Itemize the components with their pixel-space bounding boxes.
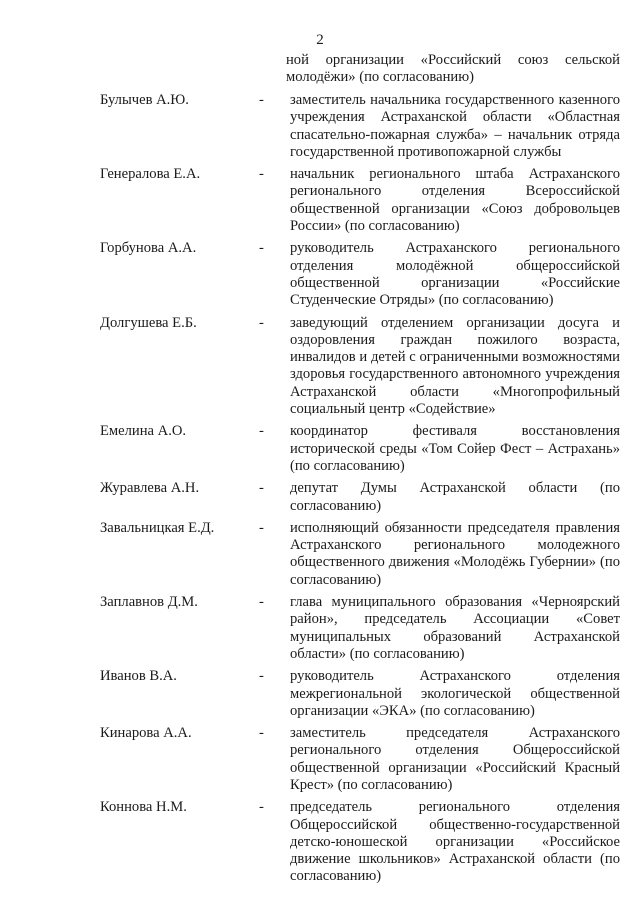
list-item	[100, 668, 620, 720]
member-role: руководитель Астраханского отделения межрегиональной экологической общественной организации «ЭКА» (по согласованию)	[290, 668, 620, 719]
member-role: заведующий отделением организации досуга и оздоровления граждан пожилого возраста, инвалидов и детей с ограниченными возможностями здоровья государственного автономного учреждения Астраханской области «Многопрофильный социальный центр «Содействие»	[290, 314, 620, 418]
list-item	[100, 166, 620, 235]
dash-separator: -	[259, 166, 264, 183]
member-name: Долгушева Е.Б.	[100, 314, 197, 331]
dash-separator: -	[259, 314, 264, 331]
member-name: Коннова Н.М.	[100, 799, 187, 816]
member-role: глава муниципального образования «Черноярский район», председатель Ассоциации «Совет муниципальных образований Астраханской области» (по согласованию)	[290, 594, 620, 662]
member-name: Иванов В.А.	[100, 668, 177, 685]
member-name: Кинарова А.А.	[100, 725, 192, 742]
member-role: начальник регионального штаба Астраханского регионального отделения Всероссийской общественной организации «Союз добровольцев России» (по согласованию)	[290, 166, 620, 235]
dash-separator: -	[259, 799, 264, 816]
list-item	[100, 520, 620, 589]
member-name: Завальницкая Е.Д.	[100, 519, 215, 536]
member-name: Генералова Е.А.	[100, 166, 201, 183]
member-name: Булычев А.Ю.	[100, 92, 189, 108]
member-role: заместитель председателя Астраханского регионального отделения Общероссийской общественной организации «Российский Красный Крест» (по согласованию)	[290, 725, 620, 793]
member-list	[100, 92, 620, 891]
list-item	[100, 423, 620, 475]
dash-separator: -	[259, 480, 264, 497]
member-role: координатор фестиваля восстановления исторической среды «Том Сойер Фест – Астрахань» (по согласованию)	[290, 423, 620, 474]
member-role: председатель регионального отделения Общероссийской общественно-государственной детско-юношеской организации «Российское движение школьников» Астраханской области (по согласованию)	[290, 799, 620, 885]
member-role: руководитель Астраханского регионального отделения молодёжной общероссийской общественной организации «Российские Студенческие Отряды» (по согласованию)	[290, 240, 620, 309]
dash-separator: -	[259, 519, 264, 536]
member-name: Журавлева А.Н.	[100, 480, 200, 497]
dash-separator: -	[259, 594, 264, 611]
member-role: исполняющий обязанности председателя правления Астраханского регионального молодежного общественного движения «Молодёжь Губернии» (по согласованию)	[290, 519, 620, 588]
dash-separator: -	[259, 725, 264, 742]
continuation-text: ной организации «Российский союз сельской молодёжи» (по согласованию)	[286, 52, 620, 86]
list-item	[100, 92, 620, 161]
list-item	[100, 240, 620, 309]
dash-separator: -	[259, 668, 264, 685]
member-role: депутат Думы Астраханской области (по согласованию)	[290, 480, 620, 514]
page-number: 2	[316, 32, 324, 48]
member-name: Заплавнов Д.М.	[100, 594, 198, 611]
list-item	[100, 480, 620, 515]
member-name: Горбунова А.А.	[100, 240, 197, 257]
dash-separator: -	[259, 240, 264, 257]
list-item	[100, 315, 620, 419]
list-item	[100, 725, 620, 794]
dash-separator: -	[259, 92, 264, 108]
list-item	[100, 799, 620, 885]
member-name: Емелина А.О.	[100, 423, 187, 440]
dash-separator: -	[259, 423, 264, 440]
member-role: заместитель начальника государственного казенного учреждения Астраханской области «Областная спасательно-пожарная служба» – начальник отряда государственной противопожарной службы	[290, 92, 620, 160]
list-item	[100, 594, 620, 663]
